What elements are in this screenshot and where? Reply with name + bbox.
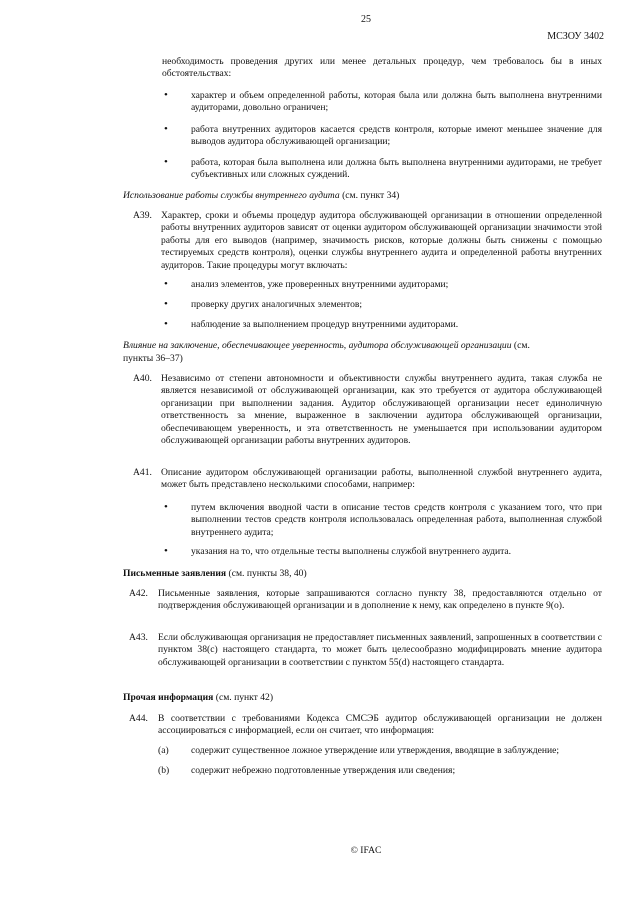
paragraph-a43: Если обслуживающая организация не предоставляет письменных заявлений, запрошенных в соответствии с пунктом 38(c) настоящего стандарта, то может быть целесообразно модифицировать мнение аудитора обслуживающей организации в соответствии с пунктом 55(d) настоящего стандарта. — [158, 632, 602, 668]
section-heading-title: Влияние на заключение, обеспечивающее уверенность, аудитора обслуживающей организации — [123, 340, 512, 351]
section-heading — [123, 568, 603, 580]
section-heading-ref: (см. пункт 34) — [342, 190, 400, 201]
paragraph-a39: Характер, сроки и объемы процедур аудитора обслуживающей организации в отношении определенной работы внутренних аудиторов зависят от оценки аудитором обслуживающей организации значимости этой работы для его выводов (например, значимость рисков, которые должны быть снижены с помощью тестируемых средств контроля), оценки службы внутреннего аудита и определенной работы внутренних аудиторов. Такие процедуры могут включать: — [161, 210, 602, 271]
list-item-text: содержит небрежно подготовленные утверждения или сведения; — [191, 765, 456, 776]
paragraph-number: A40. — [133, 373, 152, 384]
list-item-label: (a) — [158, 745, 169, 756]
intro-bullet: работа внутренних аудиторов касается средств контроля, которые имеют меньшее значение для выводов аудитора обслуживающей организации; — [191, 124, 602, 148]
paragraph-number: A41. — [133, 467, 152, 478]
section-heading — [123, 190, 603, 202]
section-heading-ref: (см. пункт 42) — [215, 692, 274, 703]
paragraph-a44: В соответствии с требованиями Кодекса СМСЭБ аудитор обслуживающей организации не должен ассоциироваться с информацией, если он считает, что информация: — [158, 713, 602, 737]
section-heading-title: Прочая информация — [123, 692, 214, 703]
bullet-icon: • — [164, 501, 168, 513]
a39-bullet: анализ элементов, уже проверенных внутренними аудиторами; — [191, 279, 449, 290]
paragraph-a40: Независимо от степени автономности и объективности службы внутреннего аудита, такая служба не является независимой от обслуживающей организации, как это требуется от аудитора обслуживающей организации при выполнении задания. Аудитор обслуживающей организации несет единоличную ответственность за мнение, выраженное в заключении аудитора обслуживающей организации, обеспечивающем уверенность, и эта ответственность не уменьшается при использовании аудитором обслуживающей организации работы внутренних аудиторов. — [161, 373, 602, 447]
paragraph-number: A43. — [129, 632, 148, 643]
document-code: МСЗОУ 3402 — [547, 31, 604, 42]
paragraph-number: A44. — [129, 713, 148, 724]
page-footer: © IFAC — [350, 845, 382, 856]
section-heading — [123, 340, 603, 352]
bullet-icon: • — [164, 545, 168, 557]
section-heading-ref: (см. — [513, 340, 530, 351]
section-heading-title: Использование работы службы внутреннего аудита — [123, 190, 340, 201]
paragraph-number: A42. — [129, 588, 148, 599]
intro-bullet: работа, которая была выполнена или должна быть выполнена внутренними аудиторами, не требует субъективных или сложных суждений. — [191, 157, 602, 181]
paragraph-a42: Письменные заявления, которые запрашиваются согласно пункту 38, предоставляются отдельно от подтверждения обслуживающей организации и в дополнение к нему, как определено в пункте 9(o). — [158, 588, 602, 612]
intro-bullet: характер и объем определенной работы, которая была или должна быть выполнена внутренними аудиторами, довольно ограничен; — [191, 90, 602, 114]
a41-bullet: путем включения вводной части в описание тестов средств контроля с указанием того, что при выполнении тестов средств контроля использовалась определенная работа, выполненная службой внутреннего аудита; — [191, 502, 602, 538]
bullet-icon: • — [164, 318, 168, 330]
section-heading-ref: (см. пункты 38, 40) — [228, 568, 307, 579]
paragraph-a41: Описание аудитором обслуживающей организации работы, выполненной службой внутреннего аудита, может быть представлено несколькими способами, например: — [161, 467, 602, 491]
section-heading-title: Письменные заявления — [123, 568, 227, 579]
list-item-text: содержит существенное ложное утверждение или утверждения, вводящие в заблуждение; — [191, 745, 560, 756]
a41-bullet: указания на то, что отдельные тесты выполнены службой внутреннего аудита. — [191, 546, 512, 557]
bullet-icon: • — [164, 156, 168, 168]
bullet-icon: • — [164, 123, 168, 135]
bullet-icon: • — [164, 89, 168, 101]
page-number: 25 — [361, 14, 371, 25]
bullet-icon: • — [164, 298, 168, 310]
section-heading-ref-cont: пункты 36–37) — [123, 353, 183, 364]
intro-paragraph: необходимость проведения других или менее детальных процедур, чем требовалось бы в иных обстоятельствах: — [162, 56, 602, 80]
a39-bullet: наблюдение за выполнением процедур внутренними аудиторами. — [191, 319, 459, 330]
paragraph-number: A39. — [133, 210, 152, 221]
bullet-icon: • — [164, 278, 168, 290]
section-heading — [123, 692, 603, 704]
list-item-label: (b) — [158, 765, 170, 776]
a39-bullet: проверку других аналогичных элементов; — [191, 299, 363, 310]
